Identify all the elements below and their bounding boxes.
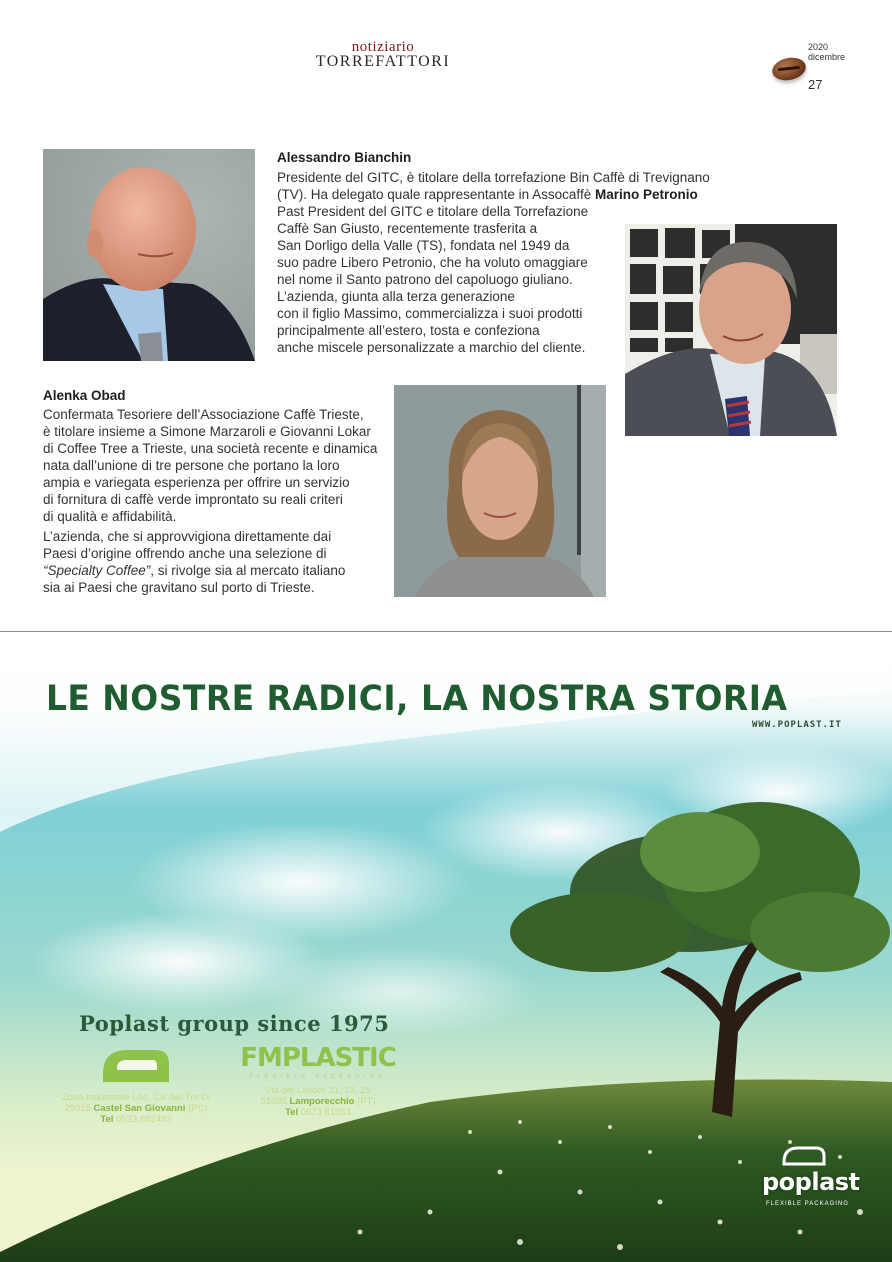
address-line: Zona Industriale Loc. Ca’ dei Tre Di [61,1092,211,1103]
ad-tagline: Poplast group since 1975 [79,1011,390,1036]
delegate-name: Marino Petronio [594,187,698,202]
cap: 29015 [64,1103,91,1114]
city: Castel San Giovanni [93,1103,186,1114]
province: (PT) [357,1096,376,1107]
bio-line: Paesi d’origine offrendo anche una selezione di [43,546,327,561]
city: Lamporecchio [289,1096,355,1107]
bio-line: nel nome il Santo patrono del capoluogo giuliano. [277,272,573,287]
tel-line [236,1107,400,1118]
masthead [313,40,453,70]
masthead-small: notiziario [351,39,415,55]
bio-line: sia ai Paesi che gravitano sul porto di Trieste. [43,580,315,595]
address-line [48,1103,224,1114]
bio-line: è titolare insieme a Simone Marzaroli e Giovanni Lokar [43,424,371,439]
fmplastic-logo: FMPLASTIC [240,1043,396,1073]
poplast-logo-icon [97,1046,177,1086]
tel-line [48,1114,224,1125]
photo-alenka-obad [394,385,606,597]
issue-month: dicembre [808,52,846,62]
profile-bio [277,169,737,203]
bio-line: anche miscele personalizzate a marchio del cliente. [277,340,586,355]
profile-obad [43,387,388,596]
coffee-bean-icon [770,55,808,84]
address-line [236,1096,400,1107]
company2-address [236,1085,400,1118]
bio-text: , si rivolge sia al mercato italiano [150,563,346,578]
profile-name: Alenka Obad [43,388,126,403]
province: (PC) [188,1103,208,1114]
company2-block [236,1044,400,1118]
tel-label: Tel [285,1107,299,1118]
profile-bio [43,406,388,596]
bio-line: ampia e variegata esperienza per offrire un servizio [43,475,350,490]
bio-line: nata dall’unione di tre persone che portano la loro [43,458,340,473]
bio-line: Caffè San Giusto, recentemente trasferita a [277,221,538,236]
issue-date [808,42,845,62]
masthead-title: TORREFATTORI [315,53,451,70]
photo-marino-petronio [625,224,837,436]
poplast-brand-name: poplast [762,1168,860,1196]
ad-headline: LE NOSTRE RADICI, LA NOSTRA STORIA [46,679,788,719]
ad-url[interactable]: WWW.POPLAST.IT [752,720,842,730]
poplast-brand-subtitle: FLEXIBLE PACKAGING [766,1201,849,1207]
bio-line: con il figlio Massimo, commercializza i suoi prodotti [277,306,583,321]
bio-text: (TV). Ha delegato quale rappresentante in Assocaffè [277,187,595,202]
bio-line: Past President del GITC e titolare della Torrefazione [277,204,589,219]
bio-line: di Coffee Tree a Trieste, una società recente e dinamica [43,441,378,456]
bio-line: Presidente del GITC, è titolare della torrefazione Bin Caffè di Trevignano [277,170,710,185]
tel-number: 0523 882492 [116,1114,172,1125]
profile-name: Alessandro Bianchin [277,150,412,165]
bio-line: San Dorligo della Valle (TS), fondata nel 1949 da [277,238,570,253]
bio-line: Confermata Tesoriere dell’Associazione Caffè Trieste, [43,407,364,422]
issue-year: 2020 [808,42,829,52]
cap: 51035 [260,1096,287,1107]
company1-address [48,1092,224,1125]
page-number: 27 [808,77,823,92]
bio-line [43,562,388,579]
bio-line: principalmente all’estero, tosta e confeziona [277,323,540,338]
fmplastic-subtitle: FLEXIBLE PACKAGING [249,1074,387,1080]
bio-line: suo padre Libero Petronio, che ha voluto omaggiare [277,255,588,270]
bio-line: di qualità e affidabilità. [43,509,177,524]
poplast-brand-icon [782,1146,826,1166]
bio-line: di fornitura di caffè verde improntato su reali criteri [43,492,343,507]
bio-line [277,186,737,203]
photo-alessandro-bianchin [43,149,255,361]
bio-line: L’azienda, che si approvvigiona direttamente dai [43,529,332,544]
address-line: Via del Lavoro 21, 23, 25 [265,1085,371,1096]
bio-line: L’azienda, giunta alla terza generazione [277,289,515,304]
italic-phrase: “Specialty Coffee” [43,563,151,578]
tel-label: Tel [100,1114,114,1125]
tel-number: 0573 81053 [300,1107,351,1118]
